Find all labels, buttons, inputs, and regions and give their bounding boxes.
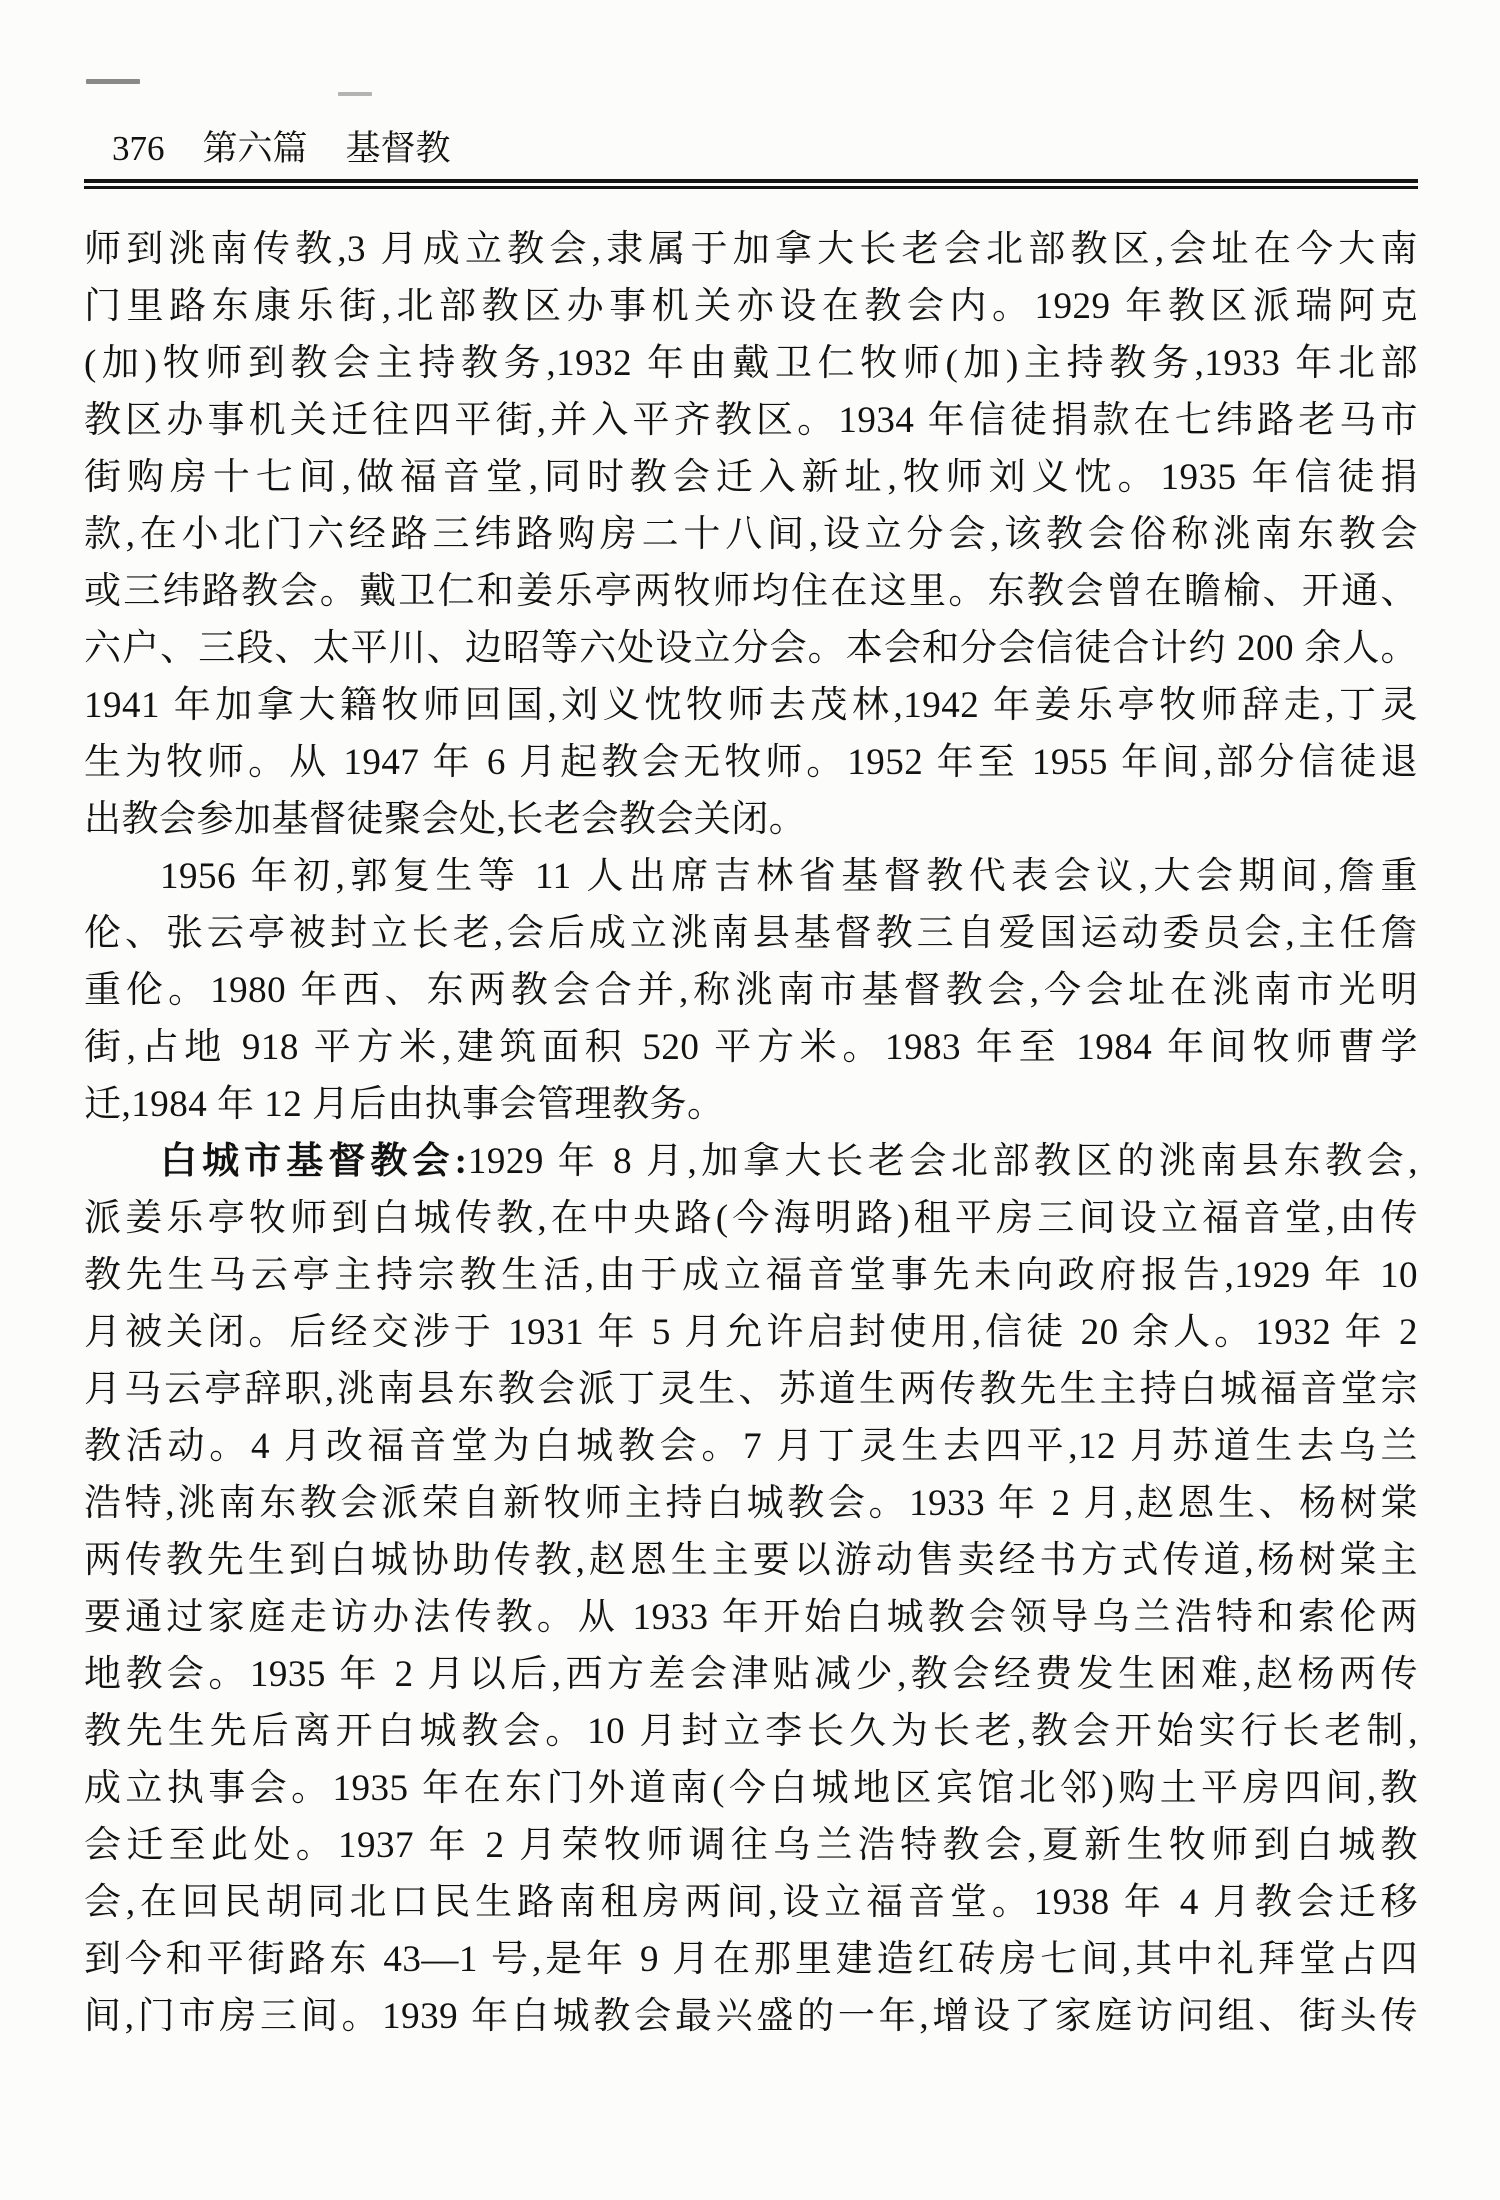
text-line: 街购房十七间,做福音堂,同时教会迁入新址,牧师刘义忱。1935 年信徒捐 (84, 457, 1418, 498)
text-line: 间,门市房三间。1939 年白城教会最兴盛的一年,增设了家庭访问组、街头传 (84, 1996, 1418, 2037)
text-line: 月被关闭。后经交涉于 1931 年 5 月允许启封使用,信徒 20 余人。1932 年 2 (84, 1312, 1418, 1353)
text-line: 浩特,洮南东教会派荣自新牧师主持白城教会。1933 年 2 月,赵恩生、杨树棠 (84, 1483, 1418, 1524)
text-line: 重伦。1980 年西、东两教会合并,称洮南市基督教会,今会址在洮南市光明 (84, 970, 1418, 1011)
text-line: 或三纬路教会。戴卫仁和姜乐亭两牧师均住在这里。东教会曾在瞻榆、开通、 (84, 571, 1418, 612)
text-line: 成立执事会。1935 年在东门外道南(今白城地区宾馆北邻)购土平房四间,教 (84, 1768, 1418, 1809)
text-line: 要通过家庭走访办法传教。从 1933 年开始白城教会领导乌兰浩特和索伦两 (84, 1597, 1418, 1638)
chapter-title: 基督教 (345, 129, 451, 168)
text-line: 地教会。1935 年 2 月以后,西方差会津贴减少,教会经费发生困难,赵杨两传 (84, 1654, 1418, 1695)
scan-artifact (86, 79, 140, 84)
text-line: 两传教先生到白城协助传教,赵恩生主要以游动售卖经书方式传道,杨树棠主 (84, 1540, 1418, 1581)
entry-title: 白城市基督教会: (160, 1141, 468, 1182)
header-rule (84, 179, 1418, 189)
scan-artifact (338, 92, 372, 96)
text-line: 教活动。4 月改福音堂为白城教会。7 月丁灵生去四平,12 月苏道生去乌兰 (84, 1426, 1418, 1467)
text-line: 到今和平街路东 43—1 号,是年 9 月在那里建造红砖房七间,其中礼拜堂占四 (84, 1939, 1418, 1980)
text-line: 教区办事机关迁往四平街,并入平齐教区。1934 年信徒捐款在七纬路老马市 (84, 400, 1418, 441)
text-line: 教先生先后离开白城教会。10 月封立李长久为长老,教会开始实行长老制, (84, 1711, 1418, 1752)
text-line: 师到洮南传教,3 月成立教会,隶属于加拿大长老会北部教区,会址在今大南 (84, 229, 1418, 270)
text-line: 会,在回民胡同北口民生路南租房两间,设立福音堂。1938 年 4 月教会迁移 (84, 1882, 1418, 1923)
text-line: 街,占地 918 平方米,建筑面积 520 平方米。1983 年至 1984 年间牧师曹学 (84, 1027, 1418, 1068)
page-number: 376 (112, 129, 165, 168)
text-line: 教先生马云亭主持宗教生活,由于成立福音堂事先未向政府报告,1929 年 10 (84, 1255, 1418, 1296)
running-header (112, 128, 451, 170)
text-line: 款,在小北门六经路三纬路购房二十八间,设立分会,该教会俗称洮南东教会 (84, 514, 1418, 555)
text-line: 伦、张云亭被封立长老,会后成立洮南县基督教三自爱国运动委员会,主任詹 (84, 913, 1418, 954)
text-line: 门里路东康乐街,北部教区办事机关亦设在教会内。1929 年教区派瑞阿克 (84, 286, 1418, 327)
text-line: 白城市基督教会:1929 年 8 月,加拿大长老会北部教区的洮南县东教会, (160, 1141, 1418, 1182)
text-line: 六户、三段、太平川、边昭等六处设立分会。本会和分会信徒合计约 200 余人。 (84, 628, 1418, 669)
text-line: 派姜乐亭牧师到白城传教,在中央路(今海明路)租平房三间设立福音堂,由传 (84, 1198, 1418, 1239)
page-body (84, 221, 1418, 2045)
text-line: 会迁至此处。1937 年 2 月荣牧师调往乌兰浩特教会,夏新生牧师到白城教 (84, 1825, 1418, 1866)
text-line: 生为牧师。从 1947 年 6 月起教会无牧师。1952 年至 1955 年间,部分信徒退 (84, 742, 1418, 783)
text-line: 月马云亭辞职,洮南县东教会派丁灵生、苏道生两传教先生主持白城福音堂宗 (84, 1369, 1418, 1410)
section-label: 第六篇 (202, 129, 308, 168)
text-line: 1941 年加拿大籍牧师回国,刘义忱牧师去茂林,1942 年姜乐亭牧师辞走,丁灵 (84, 685, 1418, 726)
text-line: 出教会参加基督徒聚会处,长老会教会关闭。 (84, 799, 807, 840)
text-line: (加)牧师到教会主持教务,1932 年由戴卫仁牧师(加)主持教务,1933 年北部 (84, 343, 1418, 384)
text-line: 迁,1984 年 12 月后由执事会管理教务。 (84, 1084, 725, 1125)
text-line: 1956 年初,郭复生等 11 人出席吉林省基督教代表会议,大会期间,詹重 (160, 856, 1418, 897)
